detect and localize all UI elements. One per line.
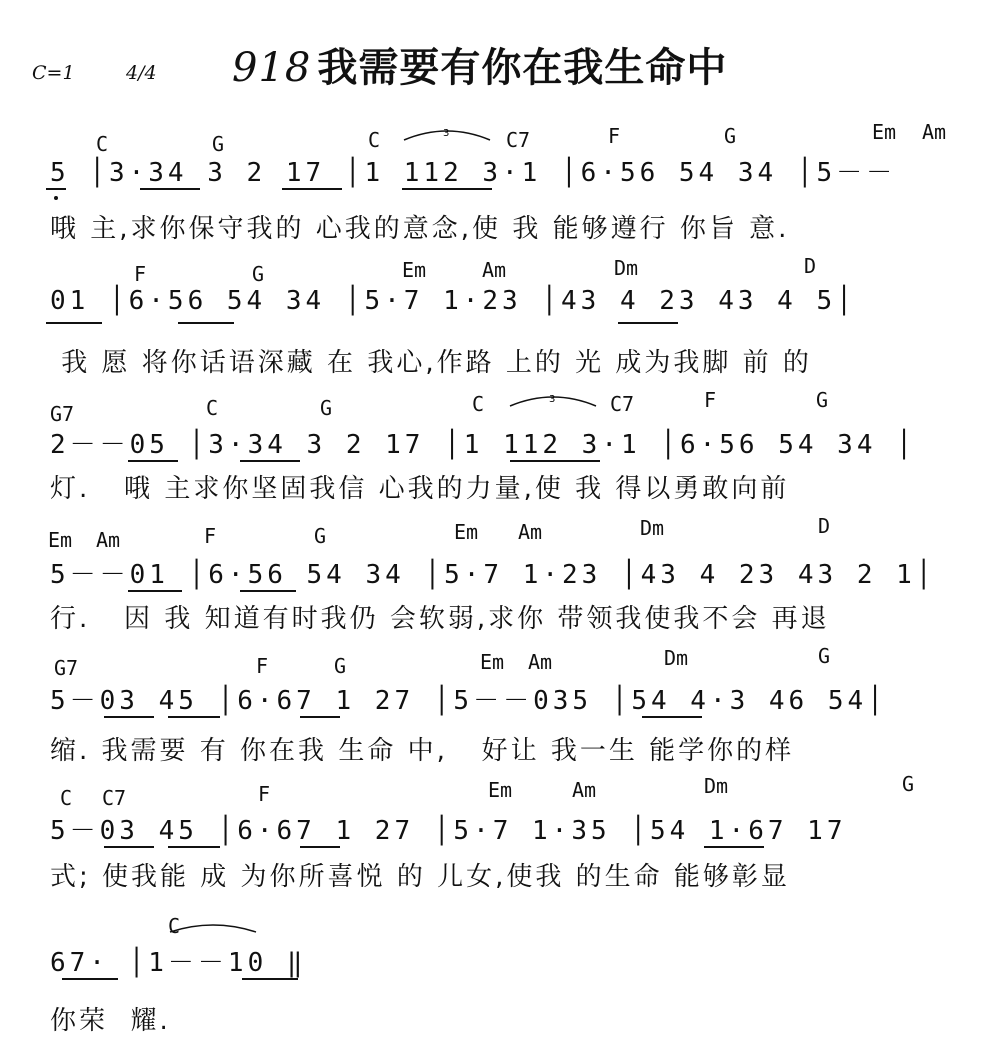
chord: Am bbox=[922, 120, 947, 144]
chord: Em bbox=[480, 650, 505, 674]
staff-system-4 bbox=[0, 514, 988, 638]
chord: Em bbox=[48, 528, 73, 552]
key-signature: C=1 bbox=[32, 62, 75, 84]
staff-system-5 bbox=[0, 644, 988, 774]
chord: Am bbox=[572, 778, 597, 802]
lyrics-line: 缩. 我需要 有 你在我 生命 中, 好让 我一生 能学你的样 bbox=[50, 736, 795, 766]
staff-system-6 bbox=[0, 772, 988, 900]
staff-system-7 bbox=[0, 912, 988, 1036]
chord: C bbox=[206, 396, 219, 420]
beam-underline bbox=[104, 716, 154, 718]
beam-underline bbox=[128, 460, 178, 462]
lyrics-line: 哦 主,求你保守我的 心我的意念,使 我 能够遵行 你旨 意. bbox=[50, 214, 790, 244]
beam-underline bbox=[168, 846, 220, 848]
beam-underline bbox=[240, 460, 300, 462]
lyrics-line: 灯. 哦 主求你坚固我信 心我的力量,使 我 得以勇敢向前 bbox=[50, 474, 790, 504]
beam-underline bbox=[128, 590, 182, 592]
chord: G bbox=[252, 262, 265, 286]
hymn-number: 918 bbox=[232, 45, 312, 91]
chord: F bbox=[134, 262, 147, 286]
chord: G bbox=[902, 772, 915, 796]
chord: Em bbox=[454, 520, 479, 544]
staff-system-3 bbox=[0, 388, 988, 508]
chord: C7 bbox=[102, 786, 127, 810]
chord: Em bbox=[872, 120, 897, 144]
beam-underline bbox=[140, 188, 200, 190]
chord: G7 bbox=[54, 656, 79, 680]
staff-system-2 bbox=[0, 256, 988, 386]
lyrics-line: 你荣 耀. bbox=[50, 1006, 171, 1036]
jianpu-notes: 5－03 45 │6·67 1 27 │5－－035 │54 4·3 46 54│ bbox=[50, 686, 887, 716]
page-title bbox=[232, 36, 727, 93]
svg-text:3: 3 bbox=[549, 394, 556, 405]
octave-dot bbox=[54, 196, 58, 200]
beam-underline bbox=[510, 460, 600, 462]
chord: F bbox=[608, 124, 621, 148]
jianpu-notes: 5 │3·34 3 2 17 │1 112 3·1 │6·56 54 34 │5－－ bbox=[50, 158, 897, 188]
song-title: 我需要有你在我生命中 bbox=[317, 45, 728, 91]
jianpu-notes: 2－－05 │3·34 3 2 17 │1 112 3·1 │6·56 54 34 │ bbox=[50, 430, 916, 460]
staff-system-1 bbox=[0, 118, 988, 244]
chord: Dm bbox=[614, 256, 639, 280]
jianpu-notes: 5－03 45 │6·67 1 27 │5·7 1·35 │54 1·67 17 bbox=[50, 816, 847, 846]
triplet-bracket bbox=[508, 392, 598, 412]
jianpu-notes: 5－－01 │6·56 54 34 │5·7 1·23 │43 4 23 43 2 1│ bbox=[50, 560, 936, 590]
beam-underline bbox=[168, 716, 220, 718]
chord: F bbox=[258, 782, 271, 806]
chord: Am bbox=[528, 650, 553, 674]
lyrics-line: 行. 因 我 知道有时我仍 会软弱,求你 带领我使我不会 再退 bbox=[50, 604, 830, 634]
chord: Em bbox=[402, 258, 427, 282]
chord: F bbox=[704, 388, 717, 412]
beam-underline bbox=[282, 188, 342, 190]
chord: C bbox=[472, 392, 485, 416]
chord: G7 bbox=[50, 402, 75, 426]
chord: C bbox=[96, 132, 109, 156]
chord: G bbox=[212, 132, 225, 156]
triplet-bracket bbox=[402, 126, 492, 146]
chord: G bbox=[320, 396, 333, 420]
chord: Am bbox=[482, 258, 507, 282]
chord: C7 bbox=[506, 128, 531, 152]
jianpu-notes: 01 │6·56 54 34 │5·7 1·23 │43 4 23 43 4 5│ bbox=[50, 286, 856, 316]
chord: Am bbox=[96, 528, 121, 552]
beam-underline bbox=[46, 322, 102, 324]
chord: G bbox=[818, 644, 831, 668]
chord: C7 bbox=[610, 392, 635, 416]
chord: G bbox=[816, 388, 829, 412]
chord: G bbox=[724, 124, 737, 148]
lyrics-line: 式; 使我能 成 为你所喜悦 的 儿女,使我 的生命 能够彰显 bbox=[50, 862, 790, 892]
beam-underline bbox=[642, 716, 702, 718]
chord: G bbox=[314, 524, 327, 548]
chord: C bbox=[60, 786, 73, 810]
chord: Dm bbox=[640, 516, 665, 540]
beam-underline bbox=[104, 846, 154, 848]
chord: F bbox=[204, 524, 217, 548]
svg-text:3: 3 bbox=[443, 128, 450, 139]
beam-underline bbox=[300, 716, 340, 718]
chord: Em bbox=[488, 778, 513, 802]
chord: F bbox=[256, 654, 269, 678]
chord: G bbox=[334, 654, 347, 678]
beam-underline bbox=[46, 188, 66, 190]
chord: Dm bbox=[664, 646, 689, 670]
tie-arc bbox=[168, 920, 258, 936]
beam-underline bbox=[704, 846, 764, 848]
chord: D bbox=[818, 514, 831, 538]
beam-underline bbox=[242, 978, 298, 980]
beam-underline bbox=[62, 978, 118, 980]
jianpu-notes: 67· │1－－10 ‖ bbox=[50, 948, 307, 978]
beam-underline bbox=[240, 590, 296, 592]
beam-underline bbox=[402, 188, 492, 190]
chord: D bbox=[804, 254, 817, 278]
chord: C bbox=[168, 914, 181, 938]
lyrics-line: 我 愿 将你话语深藏 在 我心,作路 上的 光 成为我脚 前 的 bbox=[50, 348, 812, 378]
chord: Am bbox=[518, 520, 543, 544]
beam-underline bbox=[618, 322, 678, 324]
beam-underline bbox=[178, 322, 234, 324]
time-signature: 4/4 bbox=[126, 62, 157, 84]
chord: Dm bbox=[704, 774, 729, 798]
chord: C bbox=[368, 128, 381, 152]
beam-underline bbox=[300, 846, 340, 848]
